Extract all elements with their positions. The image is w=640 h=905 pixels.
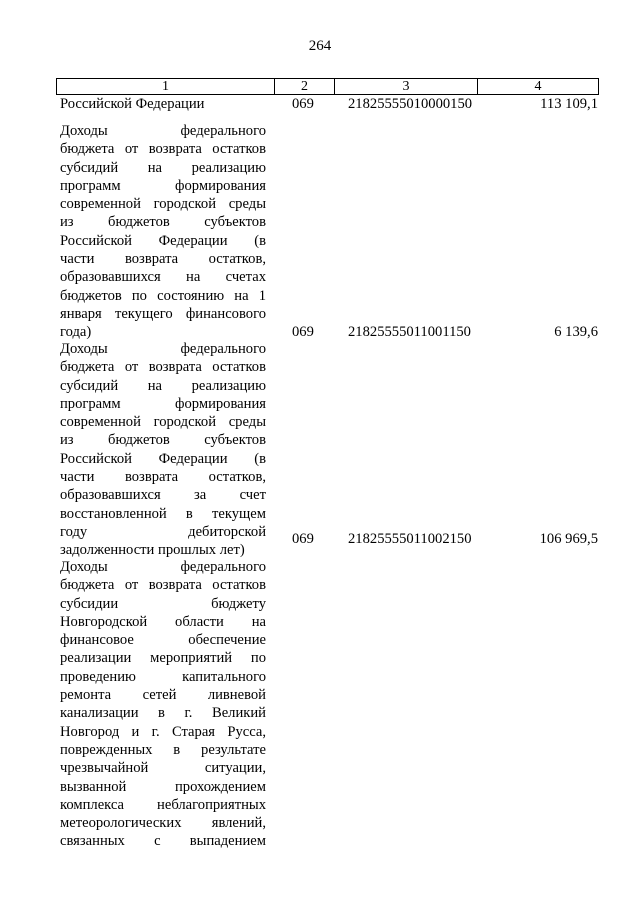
row-budget-code: 21825555011001150 <box>348 324 471 340</box>
row-amount: 113 109,1 <box>540 96 598 112</box>
row-name-line: восстановленной в текущем <box>60 505 266 522</box>
row-name-line: году дебиторской <box>60 523 266 540</box>
row-name-line: бюджета от возврата остатков <box>60 577 266 594</box>
table-row <box>60 340 598 560</box>
row-name <box>60 340 266 560</box>
row-name-line: из бюджетов субъектов <box>60 214 266 231</box>
table-row <box>60 558 598 858</box>
row-admin-code: 069 <box>292 531 314 547</box>
row-name-line: проведению капитального <box>60 668 266 685</box>
row-name-line: года) <box>60 324 92 341</box>
row-admin-code: 069 <box>292 96 314 112</box>
row-name-line: бюджетов по состоянию на 1 <box>60 287 266 304</box>
row-budget-code: 21825555010000150 <box>348 96 473 112</box>
row-name-line: современной городской среды <box>60 414 266 431</box>
row-name-line: финансовое обеспечение <box>60 632 266 649</box>
row-name-line: современной городской среды <box>60 196 266 213</box>
row-name-line: чрезвычайной ситуации, <box>60 760 266 777</box>
row-name-line: из бюджетов субъектов <box>60 432 266 449</box>
row-name-line: Доходы федерального <box>60 559 266 575</box>
row-name-line: канализации в г. Великий <box>60 705 266 722</box>
table-row <box>60 95 598 115</box>
row-budget-code: 21825555011002150 <box>348 531 472 547</box>
table-header <box>56 78 599 95</box>
row-admin-code: 069 <box>292 324 314 340</box>
row-name-line: субсидии бюджету <box>60 595 266 612</box>
row-name-line: образовавшихся за счет <box>60 487 266 504</box>
table-row <box>60 122 598 342</box>
row-name-line: Доходы федерального <box>60 341 266 357</box>
row-name-line: комплекса неблагоприятных <box>60 796 266 813</box>
row-name-line: реализации мероприятий по <box>60 650 266 667</box>
row-name-line: бюджета от возврата остатков <box>60 359 266 376</box>
header-col-1: 1 <box>57 79 275 95</box>
row-name-line: программ формирования <box>60 177 266 194</box>
row-name-line: поврежденных в результате <box>60 741 266 758</box>
row-name <box>60 558 266 851</box>
row-name-line: бюджета от возврата остатков <box>60 141 266 158</box>
row-name-line: субсидий на реализацию <box>60 159 266 176</box>
row-name-line: января текущего финансового <box>60 305 266 322</box>
row-name-line: Новгородской области на <box>60 613 266 630</box>
row-name-line: связанных с выпадением <box>60 833 266 850</box>
row-name-line: Российской Федерации (в <box>60 450 266 467</box>
header-col-4: 4 <box>478 79 599 95</box>
row-name <box>60 95 266 113</box>
row-name-line: части возврата остатков, <box>60 469 266 486</box>
row-name-line: вызванной прохождением <box>60 778 266 795</box>
row-amount: 106 969,5 <box>539 531 598 547</box>
row-name-line: ремонта сетей ливневой <box>60 687 266 704</box>
row-name-line: части возврата остатков, <box>60 251 266 268</box>
page-number: 264 <box>308 38 332 54</box>
header-col-3: 3 <box>335 79 478 95</box>
row-name-line: программ формирования <box>60 395 266 412</box>
row-name-line: Российской Федерации (в <box>60 232 266 249</box>
row-name-line: Доходы федерального <box>60 123 266 139</box>
row-name-line: Новгород и г. Старая Русса, <box>60 723 266 740</box>
row-name-line: метеорологических явлений, <box>60 815 266 832</box>
row-name <box>60 122 266 342</box>
row-name-line: образовавшихся на счетах <box>60 269 266 286</box>
table-header-row <box>57 79 599 95</box>
row-name-line: субсидий на реализацию <box>60 377 266 394</box>
row-amount: 6 139,6 <box>554 324 598 340</box>
row-name-line: задолженности прошлых лет) <box>60 542 245 559</box>
row-name-line: Российской Федерации <box>60 96 205 112</box>
header-col-2: 2 <box>275 79 335 95</box>
